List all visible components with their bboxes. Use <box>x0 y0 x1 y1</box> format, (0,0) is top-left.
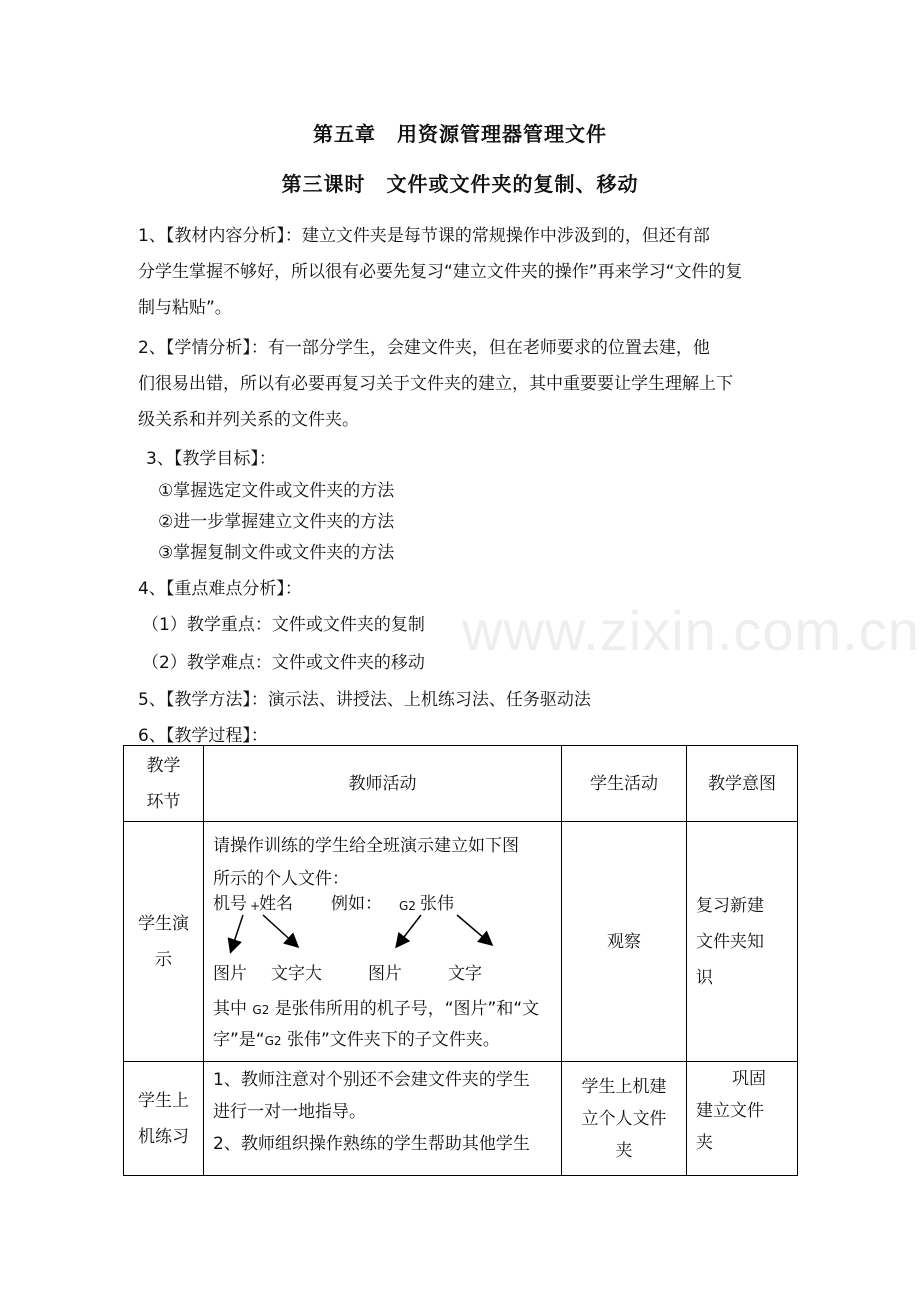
table-row <box>124 822 798 1062</box>
header-stage-line: 教学 <box>146 755 181 776</box>
sec2-line2: 们很易出错，所以有必要再复习关于文件夹的建立，其中重要要让学生理解上下 <box>138 374 733 394</box>
arrow-to-wenzida <box>263 915 297 946</box>
intent-cell <box>687 1062 798 1176</box>
student-line: 立个人文件 <box>581 1108 667 1129</box>
student-line: 学生上机建 <box>581 1076 667 1097</box>
note-text: 是张伟所用的机子号，“图片”和“文 <box>274 999 540 1019</box>
note-g2: G2 <box>264 1034 282 1048</box>
table-row <box>124 1062 798 1176</box>
stage-line: 示 <box>155 949 172 970</box>
student-activity-cell <box>562 1062 687 1176</box>
diagram-label-wenzida: 文字大 <box>271 964 322 984</box>
table-header-row <box>124 746 798 822</box>
header-teacher: 教师活动 <box>204 746 562 822</box>
arrow-to-tupian1 <box>231 915 243 951</box>
teacher-text-line: 2、教师组织操作熟练的学生帮助其他学生 <box>213 1134 530 1154</box>
stage-line: 学生演 <box>138 913 189 934</box>
diagram-label-xingming: 姓名 <box>259 894 293 914</box>
goal-item: ③掌握复制文件或文件夹的方法 <box>158 543 395 563</box>
sec1-line3: 制与粘贴”。 <box>138 298 232 318</box>
sec2-line1: 2、【学情分析】：有一部分学生，会建文件夹，但在老师要求的位置去建，他 <box>138 338 710 358</box>
sec6-heading: 6、【教学过程】： <box>138 726 268 746</box>
stage-cell <box>124 1062 204 1176</box>
intent-line: 识 <box>696 967 713 988</box>
watermark: www.zixin.com.cn <box>462 599 920 662</box>
header-stage-line: 环节 <box>146 791 181 812</box>
sec1-line1: 1、【教材内容分析】：建立文件夹是每节课的常规操作中涉汲到的，但还有部 <box>138 226 710 246</box>
intent-line: 文件夹知 <box>696 931 764 952</box>
arrow-to-tupian2 <box>397 915 421 946</box>
intent-line: 建立文件 <box>696 1101 764 1121</box>
diagram-label-jihao: 机号 <box>213 894 247 914</box>
stage-line: 机练习 <box>138 1126 189 1147</box>
sec3-heading: 3、【教学目标】： <box>146 449 276 469</box>
note-text: 张伟”文件夹下的子文件夹。 <box>286 1030 500 1050</box>
sec2-line3: 级关系和并列关系的文件夹。 <box>138 410 359 430</box>
sec5-methods: 5、【教学方法】：演示法、讲授法、上机练习法、任务驱动法 <box>138 690 591 710</box>
stage-line: 学生上 <box>138 1090 189 1111</box>
diagram-arrows <box>213 894 553 964</box>
sec1-line2: 分学生掌握不够好，所以很有必要先复习“建立文件夹的操作”再来学习“文件的复 <box>138 262 743 282</box>
chapter-title: 第五章 用资源管理器管理文件 <box>313 122 607 146</box>
key-point-item: （1）教学重点：文件或文件夹的复制 <box>142 615 425 635</box>
goal-item: ①掌握选定文件或文件夹的方法 <box>158 481 395 501</box>
stage-cell <box>124 822 204 1062</box>
teacher-activity-cell <box>204 1062 562 1176</box>
intent-line: 巩固 <box>732 1069 766 1089</box>
diagram-label-wenzi: 文字 <box>448 964 482 984</box>
header-intent: 教学意图 <box>687 746 798 822</box>
diagram-label-zhangwei: 张伟 <box>420 894 454 914</box>
sec4-heading: 4、【重点难点分析】： <box>138 579 302 599</box>
student-activity-cell: 观察 <box>562 822 687 1062</box>
folder-structure-diagram <box>213 894 560 994</box>
diagram-label-tupian2: 图片 <box>368 964 402 984</box>
difficulty-item: （2）教学难点：文件或文件夹的移动 <box>142 653 425 673</box>
teacher-text-line: 所示的个人文件： <box>213 869 349 889</box>
intent-cell <box>687 822 798 1062</box>
teacher-text-line: 进行一对一地指导。 <box>213 1102 366 1122</box>
header-stage <box>124 746 204 822</box>
arrow-to-wenzi <box>457 915 491 944</box>
intent-line: 复习新建 <box>696 895 764 916</box>
lesson-title: 第三课时 文件或文件夹的复制、移动 <box>281 172 639 196</box>
note-line1 <box>213 994 560 1025</box>
header-student: 学生活动 <box>562 746 687 822</box>
diagram-plus: + <box>250 899 261 913</box>
teacher-text-line: 请操作训练的学生给全班演示建立如下图 <box>213 836 519 856</box>
teaching-process-table <box>123 745 798 1176</box>
teacher-text-line: 1、教师注意对个别还不会建文件夹的学生 <box>213 1070 530 1090</box>
diagram-label-g2: G2 <box>399 899 416 913</box>
diagram-label-tupian1: 图片 <box>213 964 247 984</box>
note-text: 其中 <box>213 999 247 1019</box>
goal-item: ②进一步掌握建立文件夹的方法 <box>158 512 395 532</box>
student-line: 夹 <box>615 1140 633 1161</box>
teacher-activity-cell <box>204 822 562 1062</box>
diagram-label-liru: 例如： <box>331 894 382 914</box>
note-line2 <box>213 1025 560 1056</box>
intent-line: 夹 <box>696 1133 713 1153</box>
note-g2: G2 <box>252 1003 270 1017</box>
note-text: 字”是“ <box>213 1030 265 1050</box>
